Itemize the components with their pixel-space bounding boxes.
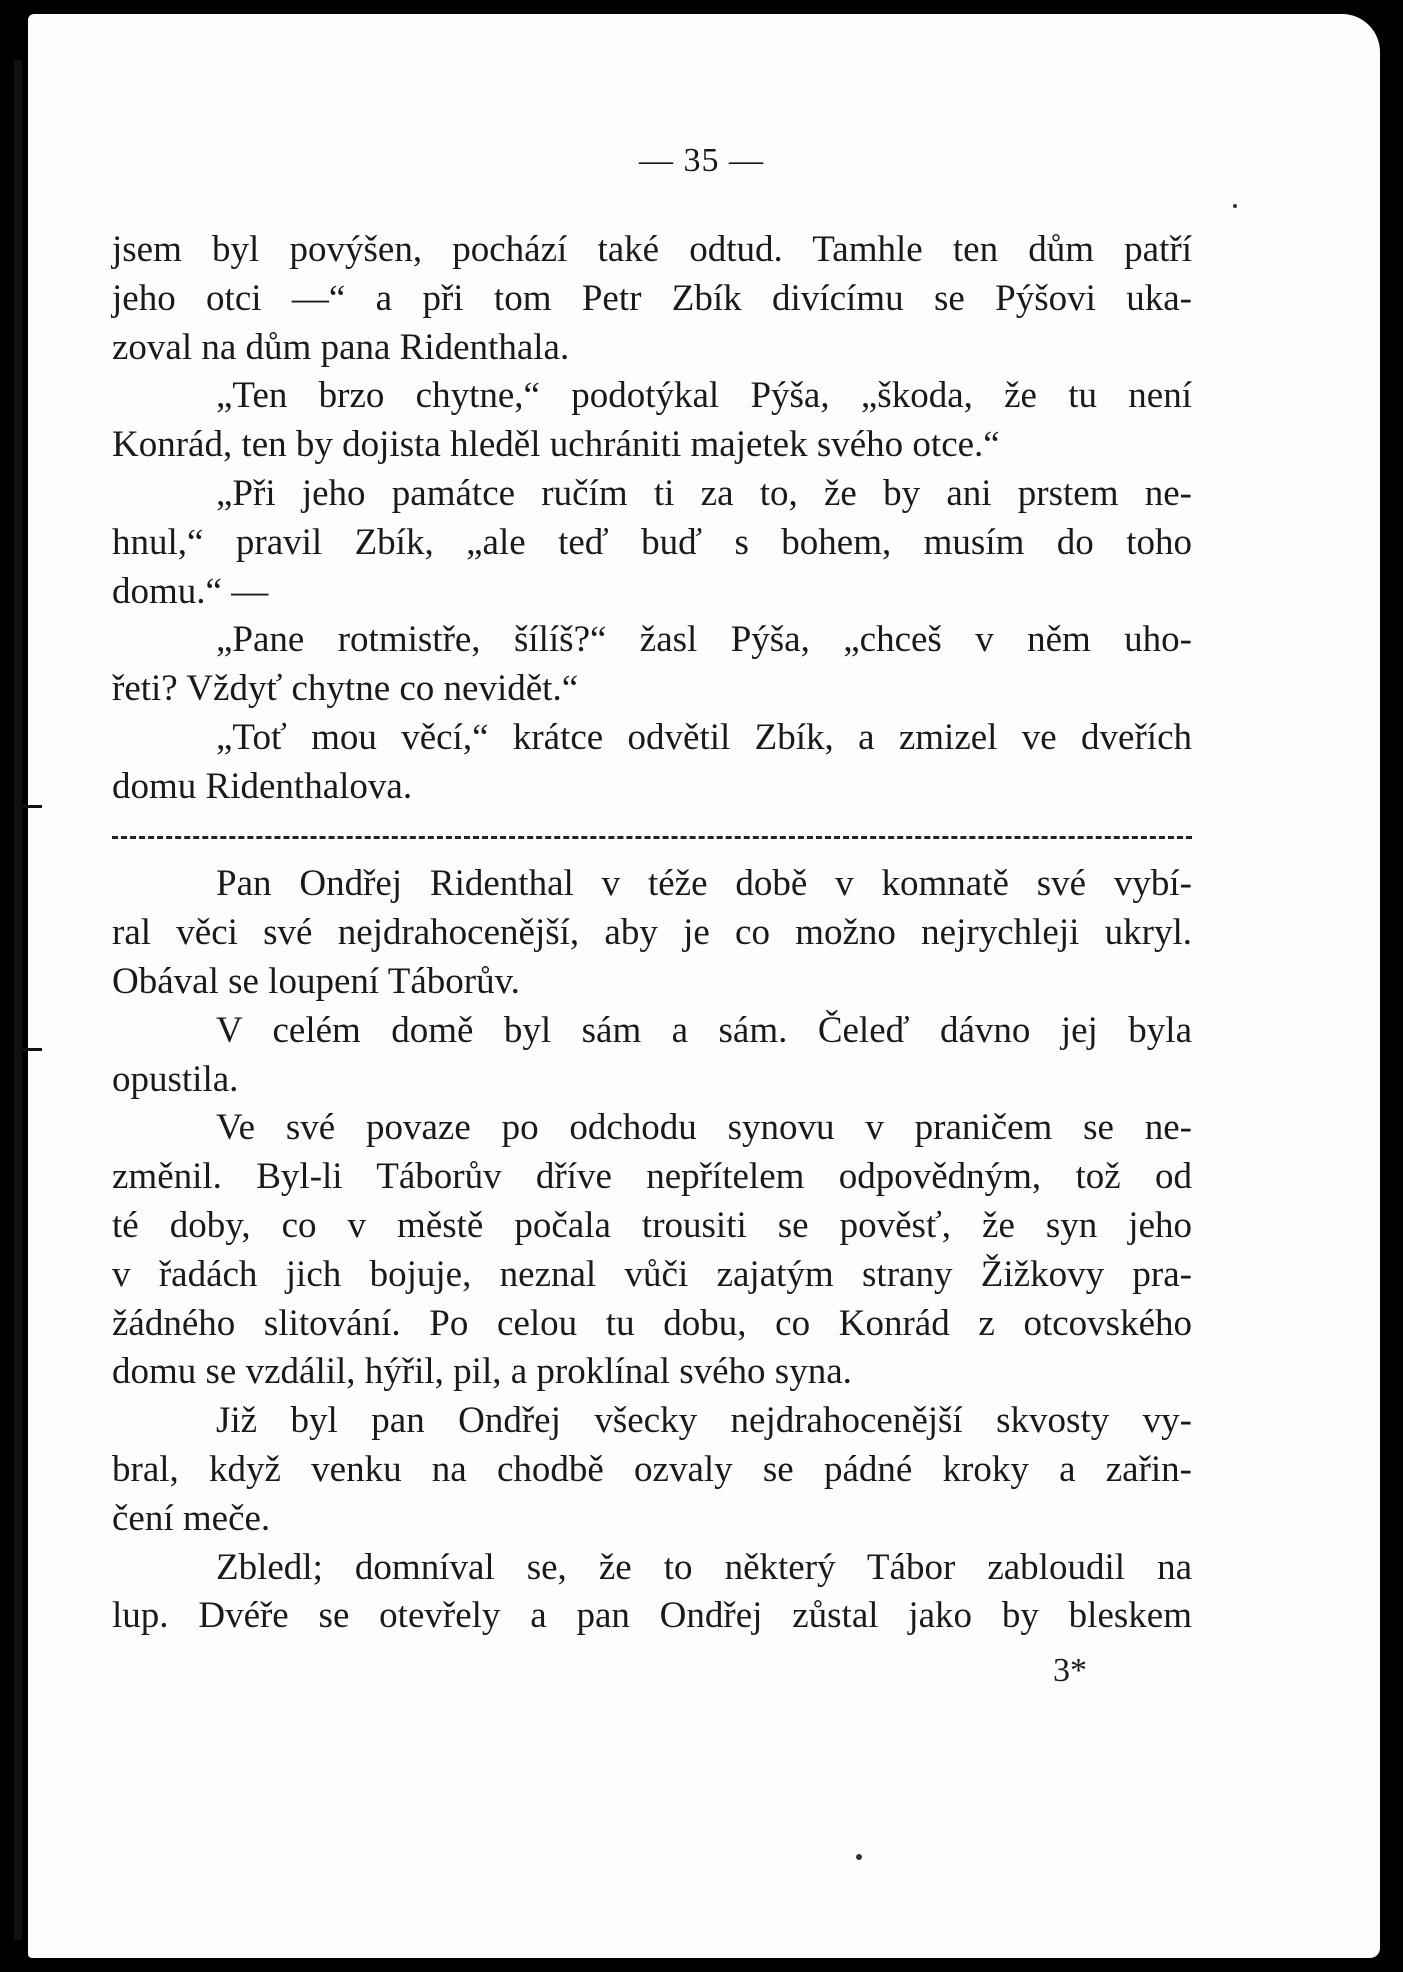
text-line: Pan Ondřej Ridenthal v téže době v komnatě své vybí- xyxy=(216,863,1192,905)
binding-tick xyxy=(20,1048,42,1051)
text-line: „Pane rotmistře, šílíš?“ žasl Pýša, „chceš v něm uho- xyxy=(216,619,1192,661)
text-line: domu se vzdálil, hýřil, pil, a proklínal svého syna. xyxy=(112,1351,852,1393)
text-line: čení meče. xyxy=(112,1497,271,1539)
text-line: „Toť mou věcí,“ krátce odvětil Zbík, a zmizel ve dveřích xyxy=(216,716,1192,758)
text-line: v řadách jich bojuje, neznal vůči zajatým strany Žižkovy pra- xyxy=(112,1253,1192,1295)
text-line: žádného slitování. Po celou tu dobu, co Konrád z otcovského xyxy=(112,1302,1192,1344)
text-line: lup. Dvéře se otevřely a pan Ondřej zůstal jako by bleskem xyxy=(112,1595,1192,1637)
text-line: řeti? Vždyť chytne co nevidět.“ xyxy=(112,668,579,710)
text-line: ral věci své nejdrahocenější, aby je co možno nejrychleji ukryl. xyxy=(112,912,1192,954)
page-number: — 35 — xyxy=(639,142,764,179)
speck xyxy=(856,1854,862,1860)
text-line: té doby, co v městě počala trousiti se pověsť, že syn jeho xyxy=(112,1204,1192,1246)
text-line: „Při jeho památce ručím ti za to, že by ani prstem ne- xyxy=(216,472,1192,514)
binding-tick xyxy=(20,805,42,808)
speck xyxy=(1233,204,1237,208)
text-line: V celém domě byl sám a sám. Čeleď dávno jej byla xyxy=(216,1009,1192,1051)
text-line: Ve své povaze po odchodu synovu v praničem se ne- xyxy=(216,1107,1192,1149)
text-line: bral, když venku na chodbě ozvaly se pádné kroky a zařin- xyxy=(112,1448,1192,1490)
text-line: Již byl pan Ondřej všecky nejdrahocenější skvosty vy- xyxy=(216,1400,1192,1442)
text-line: hnul,“ pravil Zbík, „ale teď buď s bohem, musím do toho xyxy=(112,521,1192,563)
text-line: „Ten brzo chytne,“ podotýkal Pýša, „škoda, že tu není xyxy=(216,375,1192,417)
text-line: Konrád, ten by dojista hleděl uchrániti majetek svého otce.“ xyxy=(112,424,1000,466)
text-line: opustila. xyxy=(112,1058,239,1100)
body-text xyxy=(112,226,1192,1641)
section-separator xyxy=(112,812,1192,861)
text-line: zoval na dům pana Ridenthala. xyxy=(112,326,570,368)
text-line: změnil. Byl-li Táborův dříve nepřítelem odpovědným, tož od xyxy=(112,1156,1192,1198)
text-line: jeho otci —“ a při tom Petr Zbík divícímu se Pýšovi uka- xyxy=(112,277,1192,319)
text-line: domu Ridenthalova. xyxy=(112,765,413,807)
text-line: jsem byl povýšen, pochází také odtud. Tamhle ten dům patří xyxy=(112,229,1192,270)
binding-mark xyxy=(14,60,22,1940)
signature-mark: 3* xyxy=(1053,1652,1087,1689)
text-line: domu.“ — xyxy=(112,570,269,612)
text-line: Obával se loupení Táborův. xyxy=(112,960,520,1002)
text-line: Zbledl; domníval se, že to některý Tábor zabloudil na xyxy=(216,1546,1192,1588)
